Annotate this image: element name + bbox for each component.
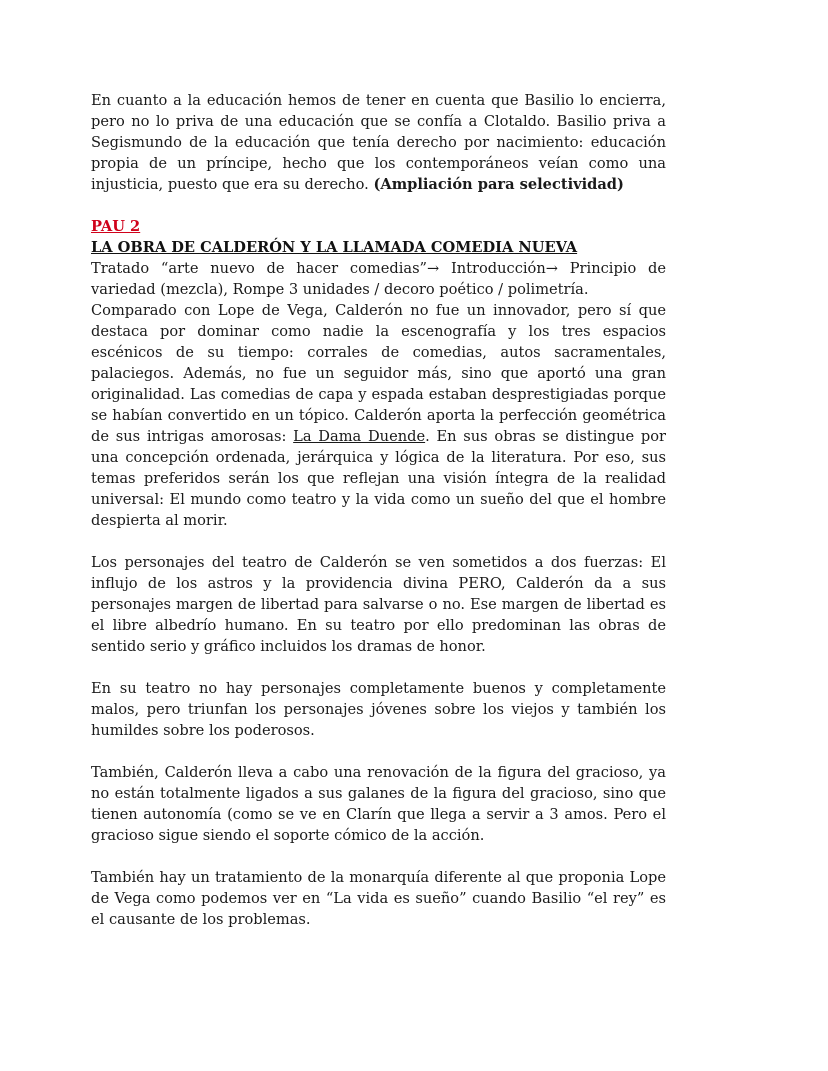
spacer — [91, 195, 666, 216]
paragraph-treatise-line: Tratado “arte nuevo de hacer comedias”→ Introducción→ Principio de variedad (mezcla), Rompe 3 unidades / decoro poético / polimetría. — [91, 260, 666, 298]
document-page — [91, 90, 666, 930]
paragraph-monarchy: También hay un tratamiento de la monarquía diferente al que proponia Lope de Vega como podemos ver en “La vida es sueño” cuando Basilio “el rey” es el causante de los problemas. — [91, 869, 666, 928]
selectividad-note: (Ampliación para selectividad) — [373, 176, 624, 193]
section-label: PAU 2 — [91, 218, 141, 235]
work-title-la-dama-duende: La Dama Duende — [293, 428, 426, 445]
paragraph-calderon-part2: . En sus obras se distingue por una concepción ordenada, jerárquica y lógica de la literatura. Por eso, sus temas preferidos serán los que reflejan una visión íntegra de la realidad universal: El mundo como teatro y la vida como un sueño del que el hombre despierta al morir. — [91, 428, 666, 529]
paragraph-good-bad: En su teatro no hay personajes completamente buenos y completamente malos, pero triunfan los personajes jóvenes sobre los viejos y también los humildes sobre los poderosos. — [91, 680, 666, 739]
paragraph-calderon-lope — [91, 300, 666, 531]
spacer — [91, 657, 666, 678]
spacer — [91, 531, 666, 552]
spacer — [91, 741, 666, 762]
paragraph-education — [91, 90, 666, 195]
paragraph-calderon-part1: Comparado con Lope de Vega, Calderón no fue un innovador, pero sí que destaca por dominar como nadie la escenografía y los tres espacios escénicos de su tiempo: corrales de comedias, autos sacramentales, palaciegos. Además, no fue un seguidor más, sino que aportó una gran originalidad. Las comedias de capa y espada estaban desprestigiadas porque se habían convertido en un tópico. Calderón aporta la perfección geométrica de sus intrigas amorosas: — [91, 302, 666, 445]
paragraph-gracioso: También, Calderón lleva a cabo una renovación de la figura del gracioso, ya no están totalmente ligados a sus galanes de la figura del gracioso, sino que tienen autonomía (como se ve en Clarín que llega a servir a 3 amos. Pero el gracioso sigue siendo el soporte cómico de la acción. — [91, 764, 666, 844]
paragraph-education-text: En cuanto a la educación hemos de tener en cuenta que Basilio lo encierra, pero no lo priva de una educación que se confía a Clotaldo. Basilio priva a Segismundo de la educación que tenía derecho por nacimiento: educación propia de un príncipe, hecho que los contemporáneos veían como una injusticia, puesto que era su derecho. — [91, 92, 666, 193]
section-title: LA OBRA DE CALDERÓN Y LA LLAMADA COMEDIA NUEVA — [91, 239, 578, 256]
paragraph-characters: Los personajes del teatro de Calderón se ven sometidos a dos fuerzas: El influjo de los astros y la providencia divina PERO, Calderón da a sus personajes margen de libertad para salvarse o no. Ese margen de libertad es el libre albedrío humano. En su teatro por ello predominan las obras de sentido serio y gráfico incluidos los dramas de honor. — [91, 554, 666, 655]
spacer — [91, 846, 666, 867]
